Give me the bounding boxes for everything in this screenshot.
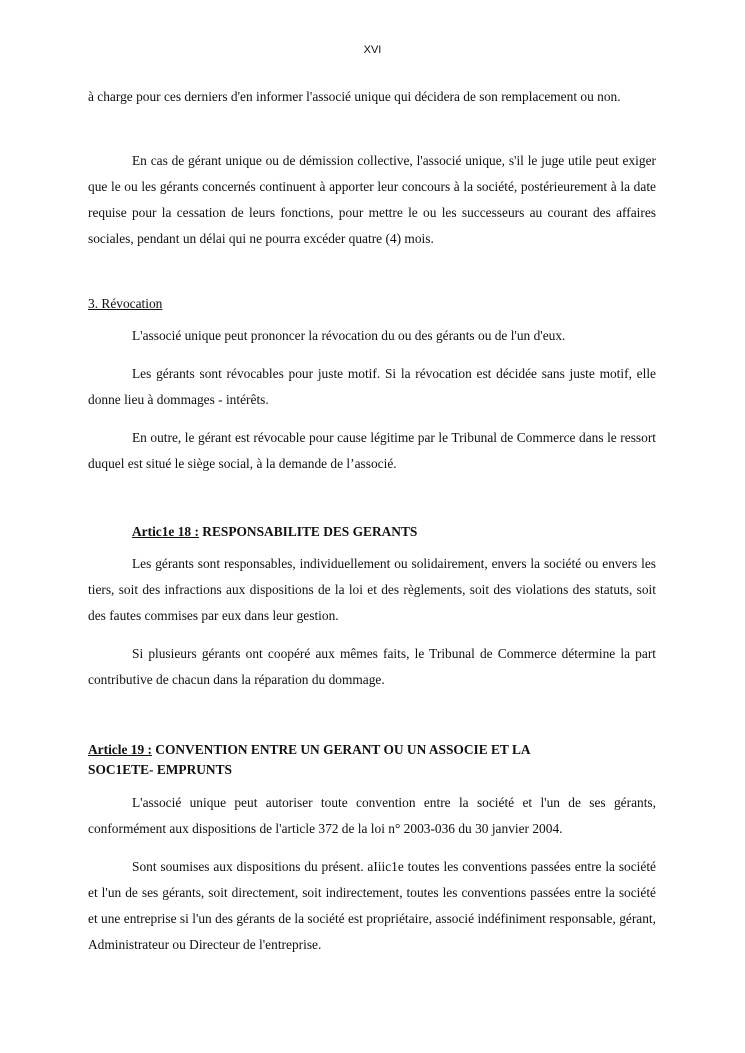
- continuation-paragraph-block: [88, 84, 656, 110]
- article-19-paragraph-2: Sont soumises aux dispositions du présent. aIiic1e toutes les conventions passées entre la société et l'un de ses gérants, soit directement, soit indirectement, toutes les conventions passées entre la société et une entreprise si l'un des gérants de la société est propriétaire, associé indéfiniment responsable, gérant, Administrateur ou Directeur de l'entreprise.: [88, 859, 656, 952]
- gerant-unique-paragraph: En cas de gérant unique ou de démission collective, l'associé unique, s'il le juge utile peut exiger que le ou les gérants concernés continuent à apporter leur concours à la société, postérieurement à la date requise pour la cessation de leurs fonctions, pour mettre le ou les successeurs au courant des affaires sociales, pendant un délai qui ne pourra excéder quatre (4) mois.: [88, 153, 656, 246]
- article-19-label: Article 19 :: [88, 742, 152, 757]
- article-18-paragraph-2-block: [88, 641, 656, 693]
- article-18-paragraph-2: Si plusieurs gérants ont coopéré aux mêmes faits, le Tribunal de Commerce détermine la part contributive de chacun dans la réparation du dommage.: [88, 646, 656, 687]
- article-19-paragraph-1: L'associé unique peut autoriser toute convention entre la société et l'un de ses gérants, conformément aux dispositions de l'article 372 de la loi n° 2003-036 du 30 janvier 2004.: [88, 795, 656, 836]
- page-number: XVI: [363, 44, 382, 56]
- revocation-paragraph-1-block: [88, 323, 656, 349]
- article-19-paragraph-1-block: [88, 790, 656, 842]
- article-18-heading: [88, 522, 656, 542]
- article-18-paragraph-1: Les gérants sont responsables, individuellement ou solidairement, envers la société ou envers les tiers, soit des infractions aux dispositions de la loi et des règlements, soit des violations des statuts, soit des fautes commises par eux dans leur gestion.: [88, 556, 656, 623]
- gerant-unique-paragraph-block: [88, 148, 656, 252]
- article-18-paragraph-1-block: [88, 551, 656, 629]
- article-19-title-line-2: SOC1ETE- EMPRUNTS: [88, 762, 232, 777]
- revocation-paragraph-3: En outre, le gérant est révocable pour cause légitime par le Tribunal de Commerce dans le ressort duquel est situé le siège social, à la demande de l’associé.: [88, 430, 656, 471]
- revocation-paragraph-2: Les gérants sont révocables pour juste motif. Si la révocation est décidée sans juste motif, elle donne lieu à dommages - intérêts.: [88, 366, 656, 407]
- continuation-paragraph: à charge pour ces derniers d'en informer l'associé unique qui décidera de son remplacement ou non.: [88, 89, 621, 104]
- article-18-title: RESPONSABILITE DES GERANTS: [198, 524, 418, 539]
- revocation-paragraph-3-block: [88, 425, 656, 477]
- article-19-heading: [88, 740, 656, 780]
- article-19-title-line-1: CONVENTION ENTRE UN GERANT OU UN ASSOCIE ET LA: [151, 742, 531, 757]
- revocation-paragraph-2-block: [88, 361, 656, 413]
- revocation-section-title-block: [88, 294, 656, 314]
- article-19-paragraph-2-block: [88, 854, 656, 958]
- article-18-label: Artic1e 18 :: [132, 524, 199, 539]
- revocation-section-title: 3. Révocation: [88, 296, 163, 311]
- revocation-paragraph-1: L'associé unique peut prononcer la révocation du ou des gérants ou de l'un d'eux.: [132, 328, 566, 343]
- article-18-heading-block: [88, 522, 656, 542]
- article-19-heading-block: [88, 740, 656, 780]
